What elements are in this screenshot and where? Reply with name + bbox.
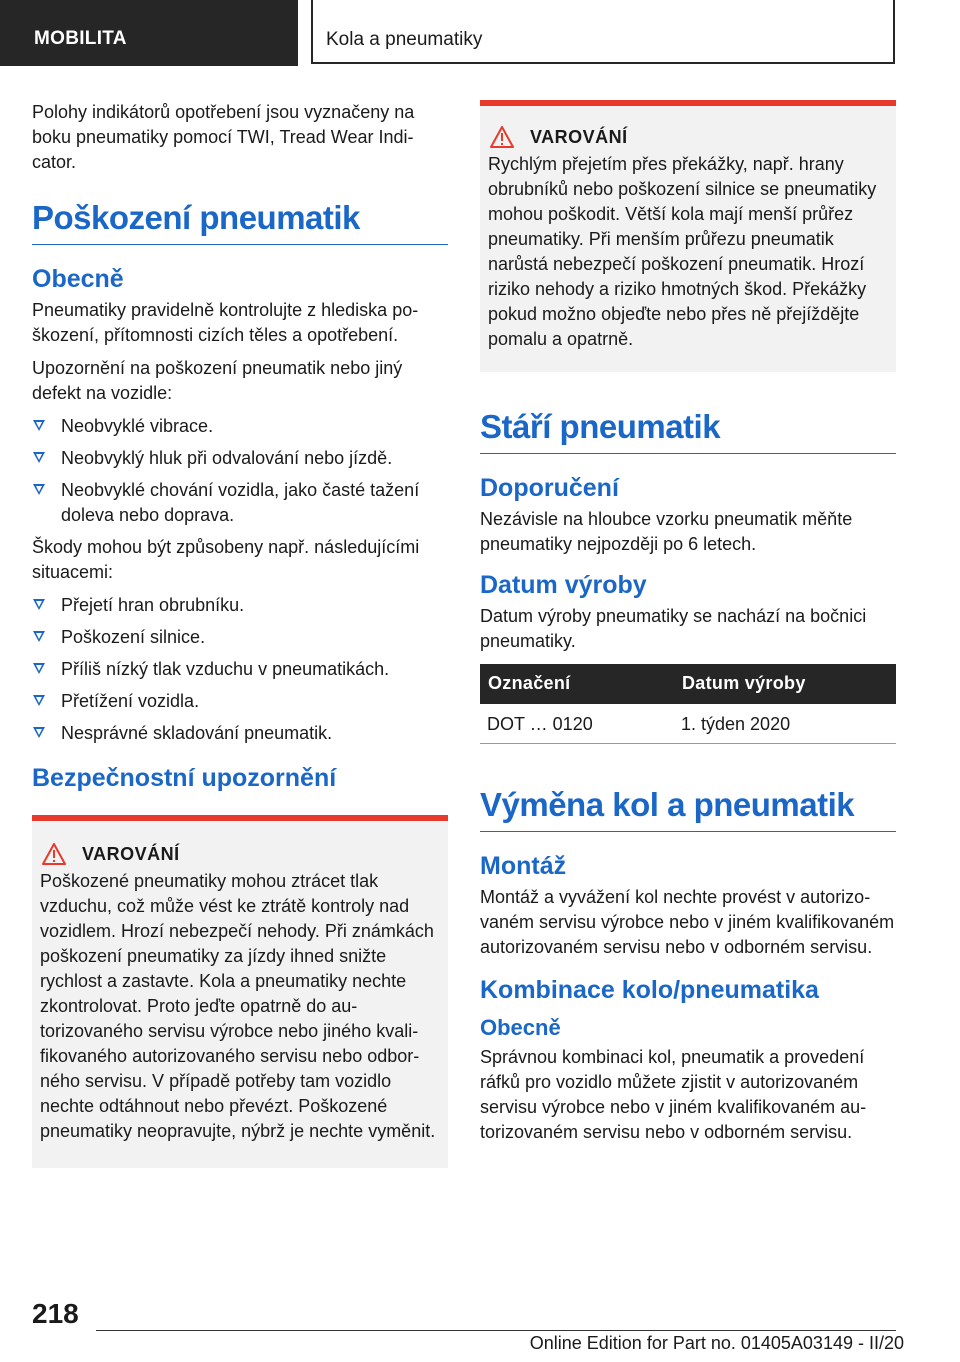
right-column [480, 100, 896, 1153]
warning-text: Poškozené pneumatiky mohou ztrácet tlak vzduchu, což může vést ke ztrátě kontroly nad vozidlem. Hrozí nebezpečí nehody. Při známkách poškození pneumatiky za jízdy ihned snižte rychlost a zastavte. Kola a pneumatiky nechte zkontrolovat. Proto jeďte opatrně do autorizovaného servisu výrobce nebo jiného kvalifikovaného autorizovaného servisu nebo odborného servisu. V případě potřeby tam vozidlo nechte odtáhnout nebo převézt. Poškozené pneumatiky neopravujte, nýbrž je nechte vyměnit. [40, 871, 436, 1141]
warning-title: VAROVÁNÍ [530, 126, 628, 147]
list-item: Neobvyklý hluk při odvalování nebo jízdě. [32, 446, 448, 471]
table-header-row [480, 664, 896, 704]
triangle-bullet-icon [33, 663, 45, 674]
triangle-bullet-icon [33, 452, 45, 463]
warning-triangle-icon [490, 126, 514, 148]
heading-wheel-tire-combination: Kombinace kolo/pneumatika [480, 976, 819, 1004]
causes-paragraph: Škody mohou být způsobeny např. následujícími situacemi: [32, 537, 420, 582]
heading-tire-damage: Poškození pneumatik [32, 199, 448, 245]
list-item: Nesprávné skladování pneumatik. [32, 721, 448, 746]
edition-note: Online Edition for Part no. 01405A03149 - II/20 [529, 1333, 904, 1353]
page-number: 218 [32, 1298, 79, 1329]
table-header-cell: Označení [480, 664, 674, 704]
triangle-bullet-icon [33, 599, 45, 610]
damage-causes-list [32, 593, 448, 746]
damage-signs-list [32, 414, 448, 528]
heading-general: Obecně [32, 265, 124, 293]
list-item: Poškození silnice. [32, 625, 448, 650]
recommendation-paragraph: Nezávisle na hloubce vzorku pneumatik měňte pneumatiky nejpozději po 6 letech. [480, 509, 853, 554]
warning-text: Rychlým přejetím přes překážky, např. hrany obrubníků nebo poškození silnice se pneumatiky mohou poškodit. Větší kola mají menší průřez pneumatiky. Při menším průřezu pneumatik narůstá nebezpečí poškození pneumatik. Hrozí riziko nehody a riziko hmotných škod. Překážky pokud možno objeďte nebo přes ně přejíždějte pomalu a opatrně. [488, 154, 877, 349]
dot-code-table [480, 664, 896, 744]
warning-title: VAROVÁNÍ [82, 843, 180, 864]
manufacture-date-paragraph: Datum výroby pneumatiky se nachází na bočnici pneumatiky. [480, 606, 867, 651]
page-header [0, 0, 960, 66]
mounting-paragraph: Montáž a vyvážení kol nechte provést v autorizovaném servisu výrobce nebo v jiném kvalifikovaném autorizovaném servisu nebo v odborném servisu. [480, 887, 895, 957]
warning-box [480, 100, 896, 372]
footer-divider [96, 1330, 896, 1331]
chapter-title: Kola a pneumatiky [326, 29, 483, 50]
triangle-bullet-icon [33, 695, 45, 706]
heading-combination-general: Obecně [480, 1015, 561, 1040]
heading-wheel-tire-change: Výměna kol a pneumatik [480, 786, 896, 832]
heading-mounting: Montáž [480, 852, 567, 880]
table-header-cell: Datum výroby [674, 664, 896, 704]
list-item: Neobvyklé vibrace. [32, 414, 448, 439]
list-item: Neobvyklé chování vozidla, jako časté tažení doleva nebo doprava. [32, 478, 448, 528]
general-paragraph-1: Pneumatiky pravidelně kontrolujte z hlediska poškození, přítomnosti cizích těles a opotřebení. [32, 300, 419, 345]
section-title: MOBILITA [34, 28, 127, 49]
heading-safety-notes: Bezpečnostní upozornění [32, 764, 337, 792]
combination-paragraph: Správnou kombinaci kol, pneumatik a provedení ráfků pro vozidlo můžete zjistit v autorizovaném servisu výrobce nebo v jiném kvalifikovaném autorizovaném servisu nebo v odborném servisu. [480, 1047, 867, 1142]
section-tab [0, 0, 298, 66]
list-item: Příliš nízký tlak vzduchu v pneumatikách. [32, 657, 448, 682]
warning-box [32, 815, 448, 1168]
general-paragraph-2: Upozornění na poškození pneumatik nebo jiný defekt na vozidle: [32, 358, 403, 403]
heading-tire-age: Stáří pneumatik [480, 408, 896, 454]
table-cell: 1. týden 2020 [674, 704, 896, 744]
triangle-bullet-icon [33, 727, 45, 738]
list-item: Přejetí hran obrubníku. [32, 593, 448, 618]
intro-paragraph: Polohy indikátorů opotřebení jsou vyznačeny na boku pneumatiky pomocí TWI, Tread Wear Indicator. [32, 102, 415, 172]
heading-recommendation: Doporučení [480, 474, 619, 502]
triangle-bullet-icon [33, 631, 45, 642]
warning-title-row [40, 843, 440, 865]
triangle-bullet-icon [33, 484, 45, 495]
left-column [32, 100, 448, 1168]
list-item: Přetížení vozidla. [32, 689, 448, 714]
table-row [480, 704, 896, 744]
chapter-tab [311, 0, 895, 64]
triangle-bullet-icon [33, 420, 45, 431]
warning-triangle-icon [42, 843, 66, 865]
heading-manufacture-date: Datum výroby [480, 571, 647, 599]
table-cell: DOT … 0120 [480, 704, 674, 744]
warning-title-row [488, 126, 888, 148]
